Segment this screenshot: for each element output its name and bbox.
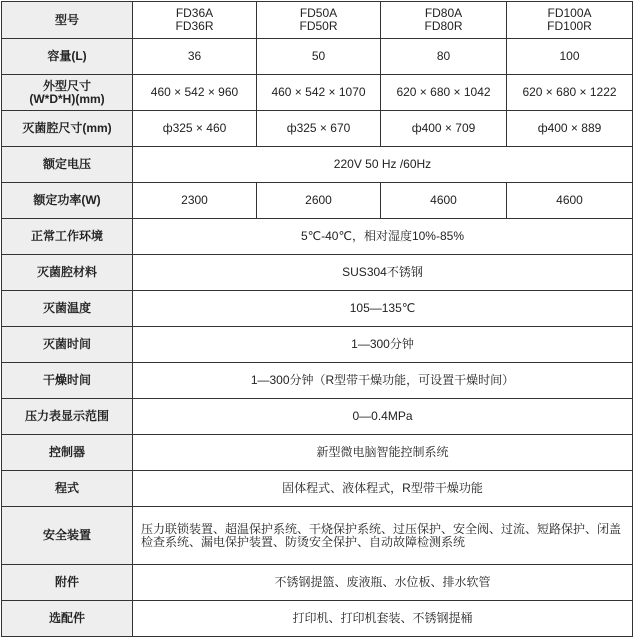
table-row: [2, 435, 633, 471]
table-row: [2, 363, 633, 399]
row-label: 安全装置: [2, 507, 133, 565]
cell: 压力联锁装置、超温保护系统、干烧保护系统、过压保护、安全阀、过流、短路保护、闭盖检查系统、漏电保护装置、防烫安全保护、自动故障检测系统: [133, 507, 633, 565]
row-label: 灭菌腔尺寸(mm): [2, 111, 133, 147]
cell: ф325 × 460: [133, 111, 257, 147]
model-fd50: FD50A FD50R: [257, 2, 381, 39]
cell: 2300: [133, 183, 257, 219]
cell: 0—0.4MPa: [133, 399, 633, 435]
row-label: 压力表显示范围: [2, 399, 133, 435]
row-label: 容量(L): [2, 39, 133, 75]
cell: 2600: [257, 183, 381, 219]
cell: 新型微电脑智能控制系统: [133, 435, 633, 471]
cell: ф400 × 709: [381, 111, 507, 147]
cell: 打印机、打印机套装、不锈钢提桶: [133, 601, 633, 637]
cell: 1—300分钟: [133, 327, 633, 363]
cell: 460 × 542 × 960: [133, 75, 257, 111]
cell: 4600: [507, 183, 633, 219]
cell: 不锈钢提篮、废液瓶、水位板、排水软管: [133, 565, 633, 601]
cell: 80: [381, 39, 507, 75]
cell: ф400 × 889: [507, 111, 633, 147]
cell: SUS304不锈钢: [133, 255, 633, 291]
table-row: [2, 291, 633, 327]
table-row: [2, 147, 633, 183]
cell: ф325 × 670: [257, 111, 381, 147]
row-label: 附件: [2, 565, 133, 601]
row-label: 外型尺寸 (W*D*H)(mm): [2, 75, 133, 111]
table-row: [2, 565, 633, 601]
cell: 620 × 680 × 1042: [381, 75, 507, 111]
table-row: [2, 471, 633, 507]
table-row: [2, 111, 633, 147]
table-row: [2, 327, 633, 363]
header-row: [2, 2, 633, 39]
row-label: 灭菌温度: [2, 291, 133, 327]
table-row: [2, 399, 633, 435]
row-label: 控制器: [2, 435, 133, 471]
row-label: 选配件: [2, 601, 133, 637]
cell: 50: [257, 39, 381, 75]
row-label: 正常工作环境: [2, 219, 133, 255]
model-fd80: FD80A FD80R: [381, 2, 507, 39]
cell: 1—300分钟（R型带干燥功能，可设置干燥时间）: [133, 363, 633, 399]
table-row: [2, 255, 633, 291]
row-label: 额定功率(W): [2, 183, 133, 219]
cell: 36: [133, 39, 257, 75]
spec-table: [1, 1, 633, 637]
row-label: 灭菌腔材料: [2, 255, 133, 291]
table-row: [2, 39, 633, 75]
table-row: [2, 75, 633, 111]
cell: 固体程式、液体程式，R型带干燥功能: [133, 471, 633, 507]
cell: 4600: [381, 183, 507, 219]
model-fd100: FD100A FD100R: [507, 2, 633, 39]
model-header: 型号: [2, 2, 133, 39]
cell: 100: [507, 39, 633, 75]
row-label: 干燥时间: [2, 363, 133, 399]
row-label: 额定电压: [2, 147, 133, 183]
table-row: [2, 183, 633, 219]
table-row: [2, 219, 633, 255]
model-fd36: FD36A FD36R: [133, 2, 257, 39]
cell: 5℃-40℃，相对湿度10%-85%: [133, 219, 633, 255]
row-label: 灭菌时间: [2, 327, 133, 363]
cell: 460 × 542 × 1070: [257, 75, 381, 111]
row-label: 程式: [2, 471, 133, 507]
cell: 105—135℃: [133, 291, 633, 327]
table-row: [2, 507, 633, 565]
table-row: [2, 601, 633, 637]
cell: 220V 50 Hz /60Hz: [133, 147, 633, 183]
cell: 620 × 680 × 1222: [507, 75, 633, 111]
